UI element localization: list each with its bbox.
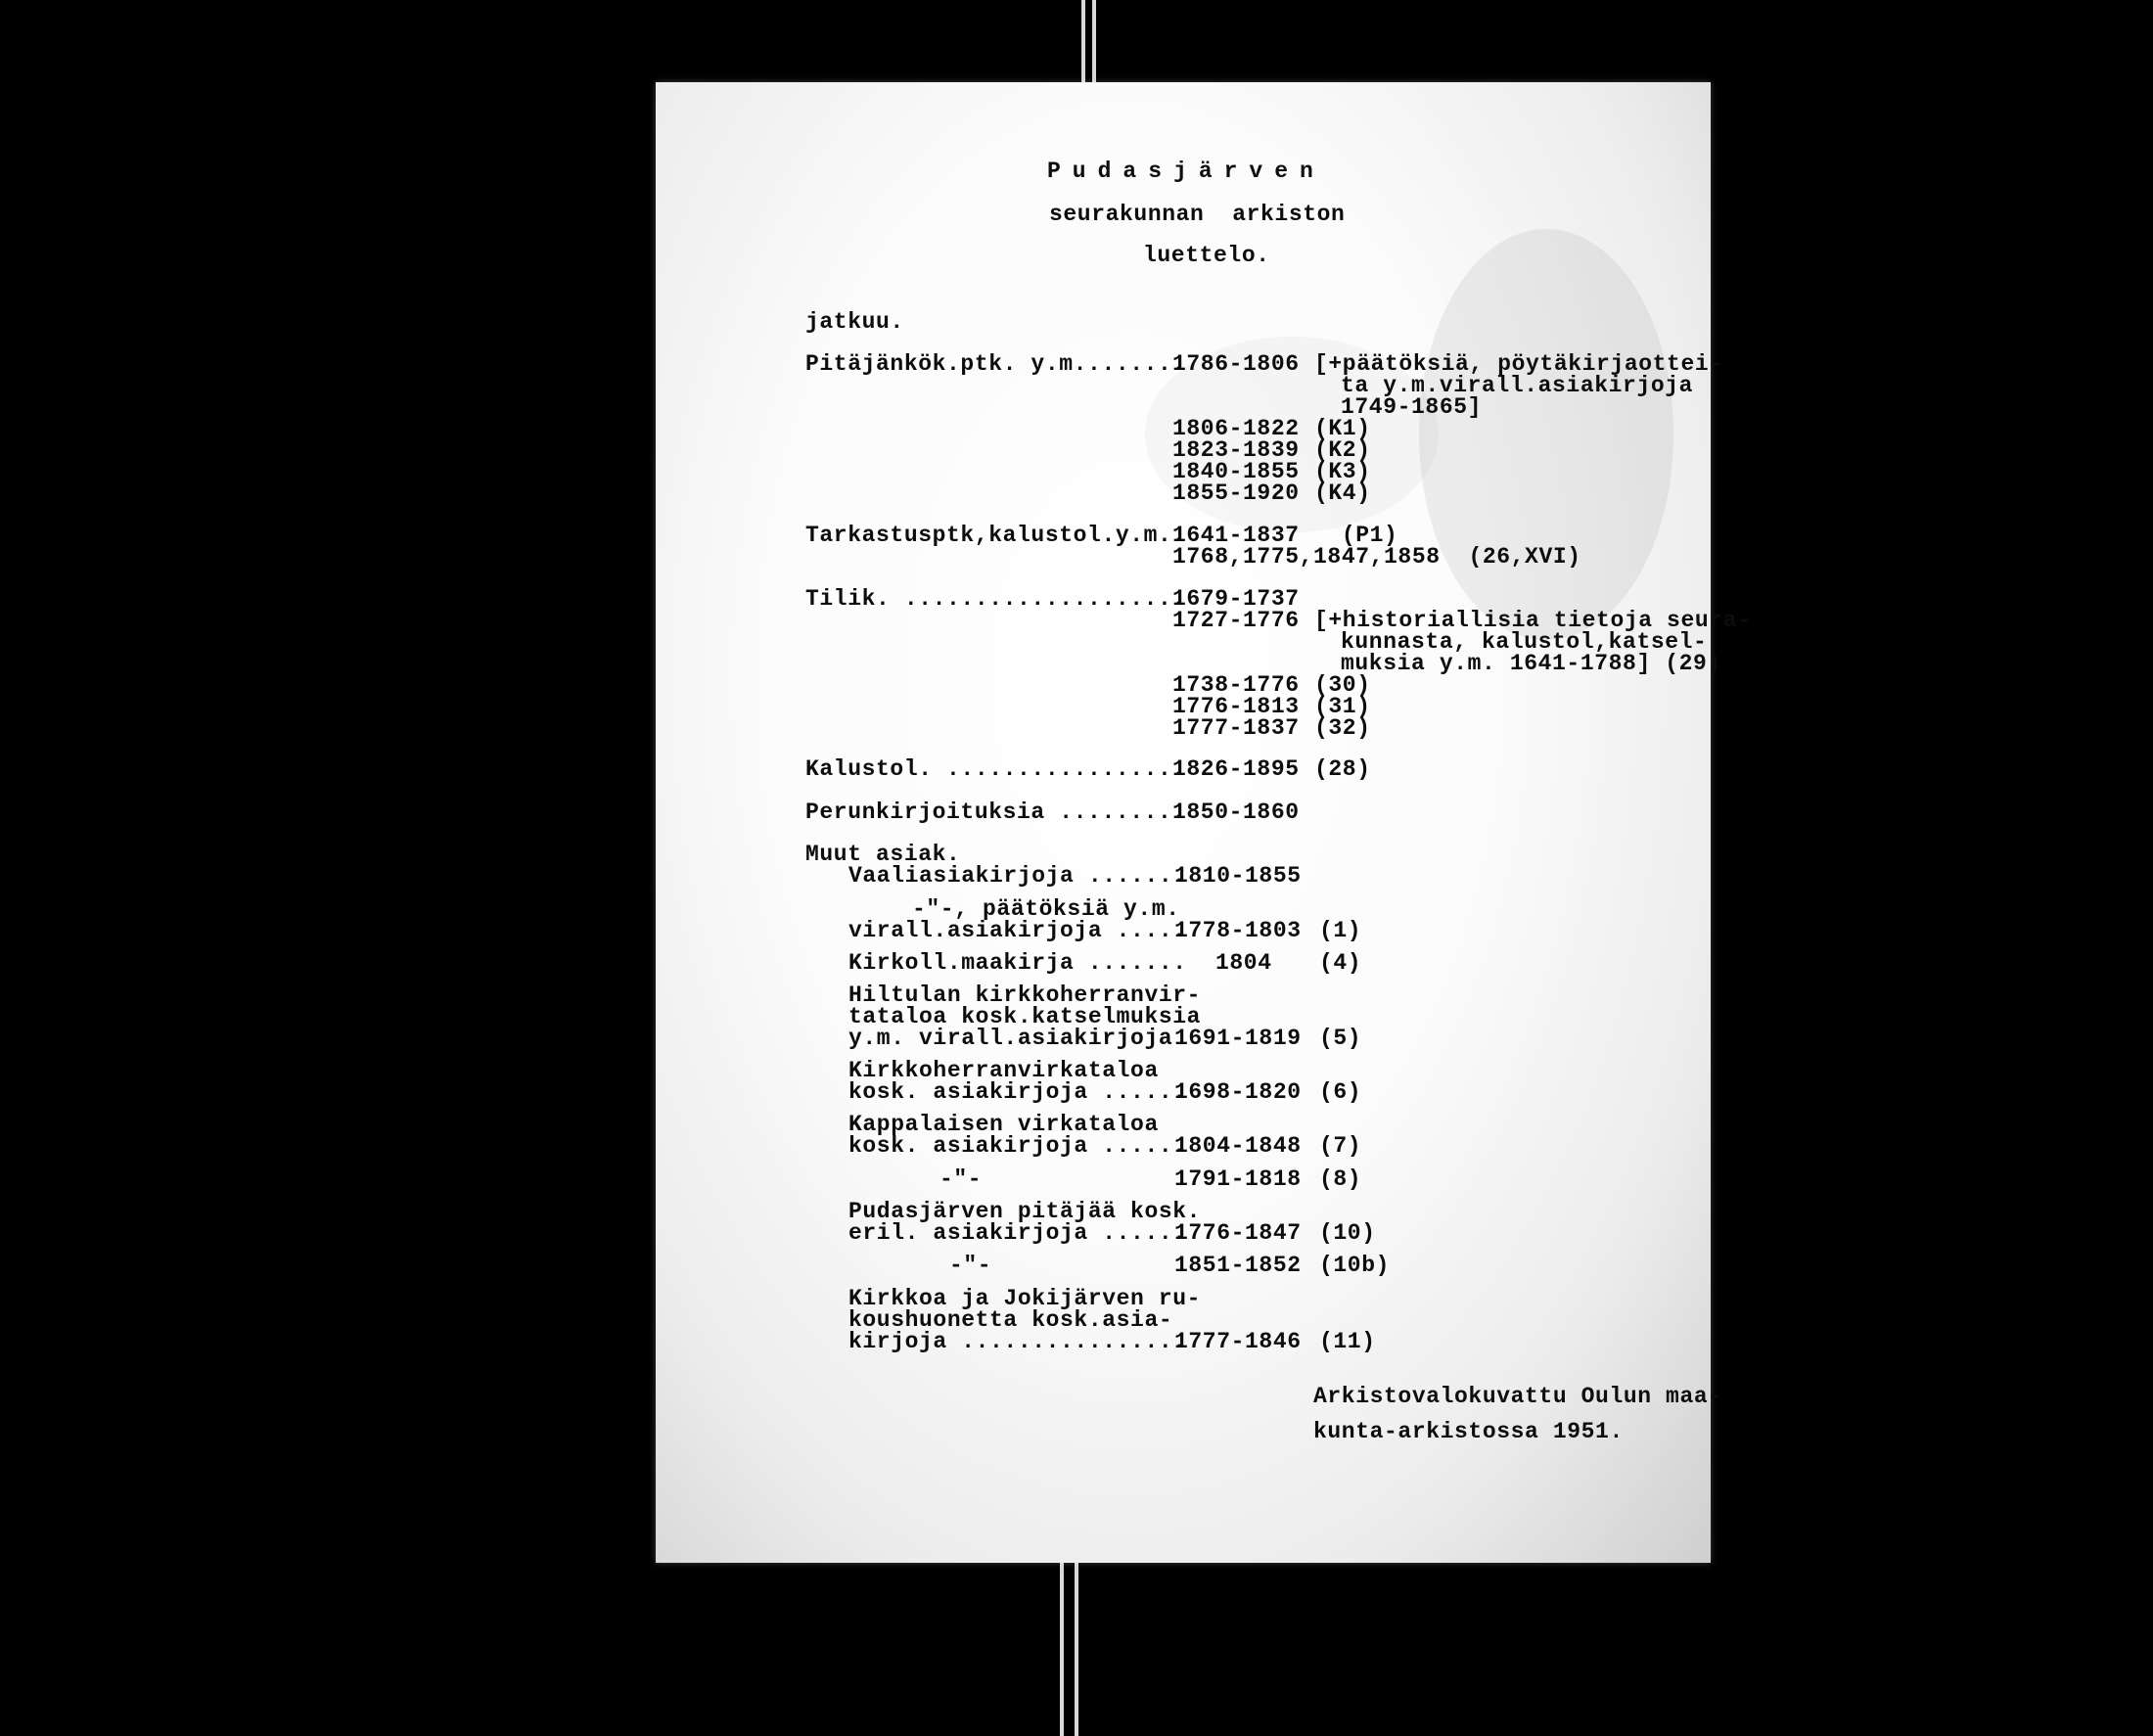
- entry-code: (28): [1314, 756, 1371, 782]
- sub-entry-label: Hiltulan kirkkoherranvir-: [848, 982, 1202, 1008]
- footer-note: Arkistovalokuvattu Oulun maa-: [1313, 1384, 1722, 1409]
- sub-entry-years: 1791-1818: [1174, 1166, 1302, 1192]
- sub-entry-code: (10b): [1319, 1253, 1391, 1278]
- entry-code: (32): [1314, 715, 1371, 741]
- entry-note: muksia y.m. 1641-1788] (29): [1341, 651, 1721, 676]
- entry-code: (30): [1314, 672, 1371, 698]
- entry-note: [+historiallisia tietoja seura-: [1314, 608, 1752, 633]
- doc-title: Pudasjärven: [1047, 159, 1325, 184]
- sub-entry-label: kirjoja ................: [848, 1329, 1187, 1354]
- sub-entry-label: Kirkoll.maakirja .......: [848, 950, 1187, 976]
- sub-entry-label: y.m. virall.asiakirjoja: [848, 1026, 1173, 1051]
- entry-years: 1776-1813: [1172, 694, 1300, 719]
- film-line-bottom-right: [1075, 1563, 1078, 1736]
- entry-years: 1806-1822: [1172, 416, 1300, 441]
- sub-entry-years: 1804-1848: [1174, 1133, 1302, 1159]
- entry-years: 1823-1839: [1172, 437, 1300, 463]
- sub-entry-years: 1810-1855: [1174, 863, 1302, 889]
- film-line-top-right: [1092, 0, 1096, 82]
- sub-entry-code: (8): [1319, 1166, 1362, 1192]
- entry-note: ta y.m.virall.asiakirjoja: [1341, 373, 1694, 398]
- entry-note: kunnasta, kalustol,katsel-: [1341, 629, 1708, 655]
- sub-entry-code: (11): [1319, 1329, 1376, 1354]
- sub-entry-code: (5): [1319, 1026, 1362, 1051]
- doc-subtitle: seurakunnan arkiston: [1049, 202, 1346, 227]
- entry-label: Perunkirjoituksia .........: [805, 799, 1186, 825]
- sub-entry-years: 1691-1819: [1174, 1026, 1302, 1051]
- sub-entry-code: (4): [1319, 950, 1362, 976]
- sub-entry-years: 1778-1803: [1174, 918, 1302, 943]
- sub-entry-label: Kirkkoa ja Jokijärven ru-: [848, 1286, 1202, 1311]
- sub-entry-label: Pudasjärven pitäjää kosk.: [848, 1199, 1202, 1224]
- entry-years: 1727-1776: [1172, 608, 1300, 633]
- sub-entry-label: Kappalaisen virkataloa: [848, 1112, 1159, 1137]
- entry-years: 1855-1920: [1172, 480, 1300, 506]
- entry-code: (K1): [1314, 416, 1371, 441]
- entry-years: 1679-1737: [1172, 586, 1300, 612]
- entry-years: 1850-1860: [1172, 799, 1300, 825]
- sub-entry-code: (1): [1319, 918, 1362, 943]
- sub-entry-code: (6): [1319, 1079, 1362, 1105]
- section-label: Muut asiak.: [805, 842, 961, 867]
- entry-label: Pitäjänkök.ptk. y.m........: [805, 351, 1186, 377]
- entry-years: 1840-1855: [1172, 459, 1300, 484]
- entry-years: 1777-1837: [1172, 715, 1300, 741]
- sub-entry-label: tataloa kosk.katselmuksia: [848, 1004, 1202, 1029]
- sub-entry-label: -"-, päätöksiä y.m.: [912, 896, 1180, 922]
- entry-label: Tarkastusptk,kalustol.y.m..: [805, 523, 1186, 548]
- film-line-top-left: [1081, 0, 1085, 82]
- doc-subtitle-2: luettelo.: [1143, 243, 1270, 268]
- sub-entry-label: Kirkkoherranvirkataloa: [848, 1058, 1159, 1083]
- entry-label: Tilik. ....................: [805, 586, 1186, 612]
- sub-entry-label: -"-: [949, 1253, 992, 1278]
- entry-years: 1786-1806: [1172, 351, 1300, 377]
- entry-years: 1768,1775,1847,1858 (26,XVI): [1172, 544, 1581, 570]
- entry-years: 1826-1895: [1172, 756, 1300, 782]
- sub-entry-years: 1777-1846: [1174, 1329, 1302, 1354]
- sub-entry-label: koushuonetta kosk.asia-: [848, 1307, 1173, 1333]
- sub-entry-label: -"-: [939, 1166, 983, 1192]
- sub-entry-years: 1804: [1215, 950, 1272, 976]
- footer-note: kunta-arkistossa 1951.: [1313, 1419, 1624, 1444]
- stamp-smudge: [1419, 229, 1673, 640]
- sub-entry-years: 1776-1847: [1174, 1220, 1302, 1246]
- document-page: [656, 82, 1752, 1563]
- entry-years: 1641-1837 (P1): [1172, 523, 1398, 548]
- sub-entry-years: 1851-1852: [1174, 1253, 1302, 1278]
- film-line-bottom-left: [1060, 1563, 1064, 1736]
- entry-code: (31): [1314, 694, 1371, 719]
- entry-code: (K3): [1314, 459, 1371, 484]
- sub-entry-label: kosk. asiakirjoja ......: [848, 1133, 1187, 1159]
- sub-entry-code: (10): [1319, 1220, 1376, 1246]
- sub-entry-label: Vaaliasiakirjoja .......: [848, 863, 1187, 889]
- sub-entry-years: 1698-1820: [1174, 1079, 1302, 1105]
- sub-entry-code: (7): [1319, 1133, 1362, 1159]
- sub-entry-label: kosk. asiakirjoja ......: [848, 1079, 1187, 1105]
- entry-label: Kalustol. .................: [805, 756, 1186, 782]
- entry-code: (K4): [1314, 480, 1371, 506]
- continued-label: jatkuu.: [805, 309, 904, 335]
- entry-note: [+päätöksiä, pöytäkirjaottei-: [1314, 351, 1723, 377]
- entry-note: 1749-1865]: [1341, 394, 1483, 420]
- sub-entry-label: eril. asiakirjoja ......: [848, 1220, 1187, 1246]
- entry-code: (K2): [1314, 437, 1371, 463]
- sub-entry-label: virall.asiakirjoja .....: [848, 918, 1187, 943]
- entry-years: 1738-1776: [1172, 672, 1300, 698]
